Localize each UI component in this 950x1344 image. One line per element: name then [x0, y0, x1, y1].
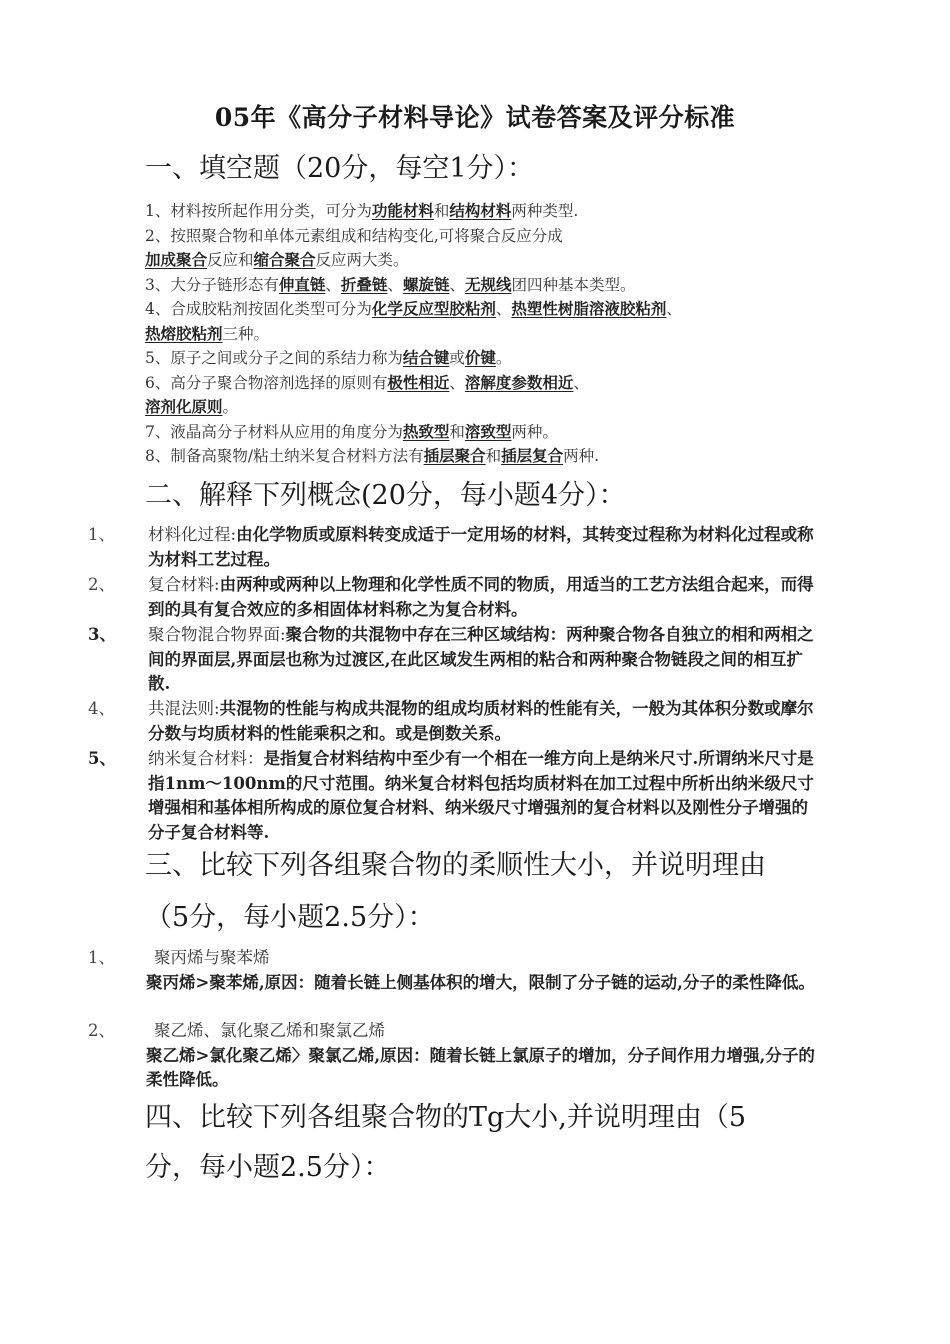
concept-definition: 由化学物质或原料转变成适于一定用场的材料，其转变过程称为材料化过程或称为材料工艺过程。: [148, 525, 814, 569]
line-text: 两种类型.: [511, 202, 579, 220]
answer-blank: 无规线: [464, 274, 512, 294]
item-number: 1、: [88, 948, 115, 967]
fill-in-line: [145, 395, 835, 420]
section1-heading: 一、填空题（20分，每空1分）：: [145, 153, 535, 184]
answer-blank: 结构材料: [449, 201, 512, 220]
line-text: 和: [485, 447, 502, 465]
line-text: 。: [222, 398, 239, 416]
answer-blank: 化学反应型胶粘剂: [371, 299, 496, 318]
line-text: 7、液晶高分子材料从应用的角度分为: [145, 422, 403, 441]
answer-blank: 结合键: [402, 348, 450, 367]
concept-term: 纳米复合材料：: [148, 749, 264, 768]
answer-blank: 折叠链: [340, 274, 388, 294]
answer-blank: 螺旋链: [402, 274, 450, 294]
section3-heading-line2: （5分，每小题2.5分）：: [145, 902, 435, 933]
section3-heading-line1: 三、比较下列各组聚合物的柔顺性大小，并说明理由: [145, 850, 766, 881]
line-text: 团四种基本类型。: [511, 275, 636, 294]
line-text: 两种。: [511, 422, 558, 441]
line-text: 2、按照聚合物和单体元素组成和结构变化,可将聚合反应分成: [145, 226, 563, 245]
fill-in-line: [145, 199, 835, 224]
line-text: 和: [433, 202, 450, 220]
line-text: 、: [325, 275, 341, 294]
line-text: 反应两大类。: [315, 251, 409, 269]
line-text: 。: [495, 349, 512, 367]
answer-blank: 溶剂化原则: [145, 397, 223, 416]
comparison-question: 聚乙烯、氯化聚乙烯和聚氯乙烯: [154, 1021, 385, 1040]
item-number: 2、: [88, 1021, 115, 1040]
concept-term: 共混法则:: [148, 699, 220, 718]
answer-blank: 功能材料: [371, 201, 434, 220]
comparison-question: 聚丙烯与聚苯烯: [154, 948, 270, 967]
line-text: 、: [573, 373, 589, 392]
concept-term: 聚合物混合物界面:: [148, 625, 286, 644]
concept-term: 复合材料:: [148, 575, 220, 594]
line-text: 6、高分子聚合物溶剂选择的原则有: [145, 373, 388, 392]
section4-heading-line1: 四、比较下列各组聚合物的Tg大小,并说明理由（5: [145, 1102, 747, 1133]
fill-in-line: [145, 420, 835, 445]
answer-blank: 极性相近: [387, 372, 450, 392]
concept-item: [88, 623, 818, 697]
line-text: 、: [495, 300, 512, 318]
comparison-item: [88, 946, 818, 995]
line-text: 和: [449, 422, 465, 441]
fill-in-line: [145, 248, 835, 273]
line-text: 、: [666, 300, 682, 318]
line-text: 1、材料按所起作用分类，可分为: [145, 202, 372, 220]
answer-blank: 插层聚合: [423, 446, 486, 465]
fill-in-line: [145, 273, 835, 298]
line-text: 8、制备高聚物/粘土纳米复合材料方法有: [145, 447, 424, 465]
line-text: 反应和: [207, 251, 254, 269]
comparison-answer: 聚乙烯>氯化聚乙烯〉聚氯乙烯,原因：随着长链上氯原子的增加，分子间作用力增强,分子的柔性降低。: [146, 1045, 815, 1089]
item-number: 1、: [88, 525, 115, 544]
concept-definition: 由两种或两种以上物理和化学性质不同的物质，用适当的工艺方法组合起来，而得到的具有复合效应的多相固体材料称之为复合材料。: [148, 575, 814, 619]
concept-item: [88, 697, 818, 746]
line-text: 两种.: [563, 447, 600, 465]
answer-blank: 热熔胶粘剂: [145, 323, 223, 343]
fill-in-line: [145, 371, 835, 396]
item-number: 5、: [88, 749, 116, 768]
answer-blank: 伸直链: [278, 274, 326, 294]
answer-blank: 热致型: [402, 421, 450, 441]
document-title: 05年《高分子材料导论》试卷答案及评分标准: [214, 103, 736, 132]
answer-blank: 溶解度参数相近: [464, 372, 574, 392]
concept-definition: 聚合物的共混物中存在三种区域结构：两种聚合物各自独立的相和两相之间的界面层,界面层也称为过渡区,在此区域发生两相的粘合和两种聚合物链段之间的相互扩散.: [148, 625, 814, 693]
answer-blank: 加成聚合: [145, 250, 208, 269]
fill-in-line: [145, 322, 835, 347]
line-text: 3、大分子链形态有: [145, 275, 279, 294]
fill-in-line: [145, 297, 835, 322]
fill-in-line: [145, 444, 835, 469]
concept-item: [88, 523, 818, 572]
section2-heading: 二、解释下列概念(20分，每小题4分）：: [145, 480, 626, 511]
item-number: 3、: [88, 625, 116, 644]
line-text: 、: [387, 275, 403, 294]
answer-blank: 缩合聚合: [253, 250, 316, 269]
section4-heading-line2: 分，每小题2.5分）：: [145, 1152, 391, 1183]
answer-blank: 溶致型: [464, 421, 512, 441]
concept-definition: 是指复合材料结构中至少有一个相在一维方向上是纳米尺寸.所谓纳米尺寸是指1nm～100nm的尺寸范围。纳米复合材料包括均质材料在加工过程中所析出纳米级尺寸增强相和基体相所构成的原位复合材料、纳米级尺寸增强剂的复合材料以及刚性分子增强的分子复合材料等.: [148, 749, 814, 842]
fill-in-answers: [145, 199, 835, 469]
line-text: 或: [449, 349, 465, 367]
comparison-item: [88, 1019, 818, 1093]
comparison-answer: 聚丙烯>聚苯烯,原因：随着长链上侧基体积的增大，限制了分子链的运动,分子的柔性降低。: [146, 972, 815, 992]
fill-in-line: [145, 346, 835, 371]
answer-blank: 价键: [464, 348, 496, 367]
line-text: 4、合成胶粘剂按固化类型可分为: [145, 300, 372, 318]
concept-item: [88, 747, 818, 845]
line-text: 三种。: [222, 324, 270, 343]
line-text: 、: [449, 373, 465, 392]
item-number: 2、: [88, 575, 115, 594]
item-number: 4、: [88, 699, 115, 718]
line-text: 、: [449, 275, 465, 294]
answer-blank: 热塑性树脂溶液胶粘剂: [511, 299, 667, 318]
answer-blank: 插层复合: [501, 446, 564, 465]
concept-term: 材料化过程:: [148, 525, 237, 544]
concept-item: [88, 573, 818, 622]
fill-in-line: [145, 224, 835, 249]
line-text: 5、原子之间或分子之间的系结力称为: [145, 349, 403, 367]
concept-definition: 共混物的性能与构成共混物的组成均质材料的性能有关，一般为其体积分数或摩尔分数与均质材料的性能乘积之和。或是倒数关系。: [148, 699, 814, 743]
